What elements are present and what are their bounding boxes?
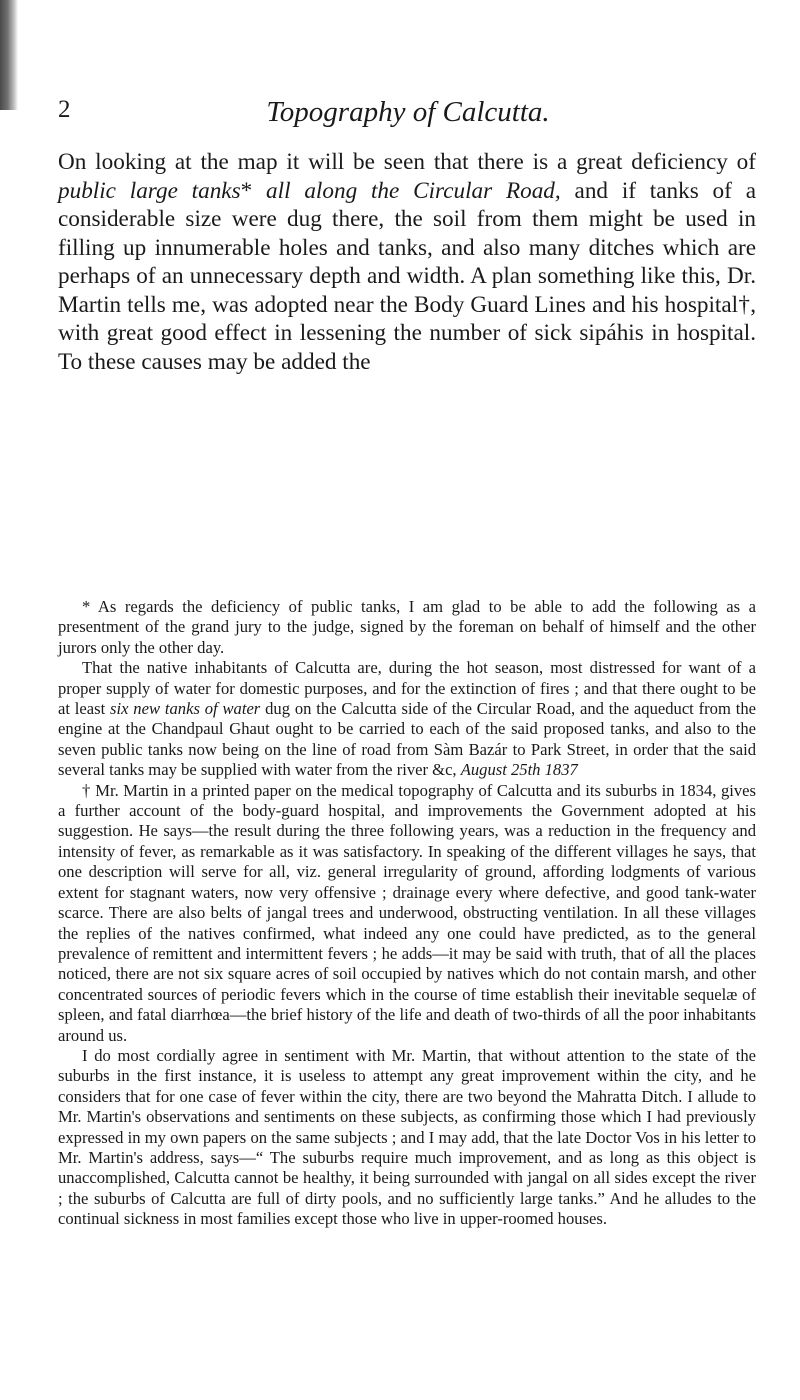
footnote-2	[58, 781, 756, 1046]
footnote-date: August 25th 1837	[460, 760, 578, 780]
footnote-ref-2: †	[738, 291, 751, 318]
footnotes	[58, 597, 756, 1230]
body-text	[252, 178, 266, 204]
footnote-text: Mr. Martin in a printed paper on the medical topography of Calcutta and its suburbs in 1834, gives a further account of the body-guard hospital, and improvements the Government adopted at his suggestion. He says—the result during the three following years, was a reduction in the frequency and intensity of fever, as remarkable as it was satisfactory. In speaking of the different villages he says, that one description will serve for all, viz. general irregularity of ground, affording lodgments of various extent for stagnant waters, now very offensive ; drainage every where defective, and good tank-water scarce. There are also belts of jangal trees and underwood, obstructing ventilation. In all these villages the replies of the natives confirmed, what indeed any one could have predicted, as to the general prevalence of remittent and intermittent fevers ; he adds—it may be said with truth, that of all the places noticed, there are not six square acres of soil occupied by natives which do not contain marsh, and other concentrated sources of periodic fevers which in the course of time establish their inevitable sequelæ of spleen, and fatal diarrhœa—the brief history of the life and death of two-thirds of all the poor inhabitants around us.	[58, 780, 756, 1045]
emphasis-public-large-tanks: public large tanks	[58, 177, 241, 204]
footnote-ref-1: *	[240, 177, 253, 204]
running-title: Topography of Calcutta.	[266, 96, 550, 128]
page-header	[58, 96, 758, 136]
footnote-1-quote	[58, 658, 756, 780]
body-text: On looking at the map it will be seen that there is a great deficiency of	[58, 149, 756, 175]
footnote-text: As regards the deficiency of public tanks, I am glad to be able to add the following as a presentment of the grand jury to the judge, signed by the foreman on behalf of himself and the other jurors only the other day.	[58, 597, 757, 657]
binding-edge	[0, 0, 18, 110]
main-paragraph	[58, 148, 756, 376]
footnote-1	[58, 597, 756, 658]
footnote-marker: *	[82, 597, 98, 616]
footnote-text: That the native inhabitants of Calcutta are, during the hot season, most distressed for want of a proper supply of water for domestic purposes, and for the extinction of fires ; and that there ought to be at least	[58, 658, 756, 719]
footnote-text: I do most cordially agree in sentiment with Mr. Martin, that without attention to the state of the suburbs in the first instance, it is useless to attempt any great improvement within the city, and he considers that for one case of fever within the city, there are two beyond the Mahratta Ditch. I allude to Mr. Martin's observations and sentiments on these subjects, as confirming those which I had previously expressed in my own papers on the same subjects ; and I may add, that the late Doctor Vos in his letter to Mr. Martin's address, says—“ The suburbs require much improvement, and as long as this object is unaccomplished, Calcutta cannot be healthy, it being surrounded with jangal on all sides except the river ; the suburbs of Calcutta are full of dirty pools, and no sufficiently large tanks.” And he alludes to the continual sickness in most families except those who live in upper-roomed houses.	[58, 1045, 756, 1229]
emphasis-six-new-tanks: six new tanks of water	[110, 699, 261, 719]
page-number: 2	[58, 96, 71, 123]
body-text: , with great good effect in lessening the number of sick sipáhis in hospital. To these causes may be added the	[58, 291, 757, 375]
body-text: and if tanks of a considerable size were dug there, the soil from them might be used in filling up innumerable holes and tanks, and also many ditches which are perhaps of an unnecessary depth and width. A plan something like this, Dr. Martin tells me, was adopted near the Body Guard Lines and his hospital	[58, 177, 756, 318]
footnote-marker: †	[82, 780, 96, 800]
footnote-2-continued	[58, 1046, 756, 1230]
emphasis-circular-road: all along the Circular Road,	[266, 177, 561, 204]
footnote-text: dug on the Calcutta side of the Circular Road, and the aqueduct from the engine at the Chandpaul Ghaut ought to be carried to each of the said proposed tanks, and also to the seven public tanks now being on the line of road from Sàm Bazár to Park Street, in order that the said several tanks may be supplied with water from the river &c,	[58, 699, 756, 780]
